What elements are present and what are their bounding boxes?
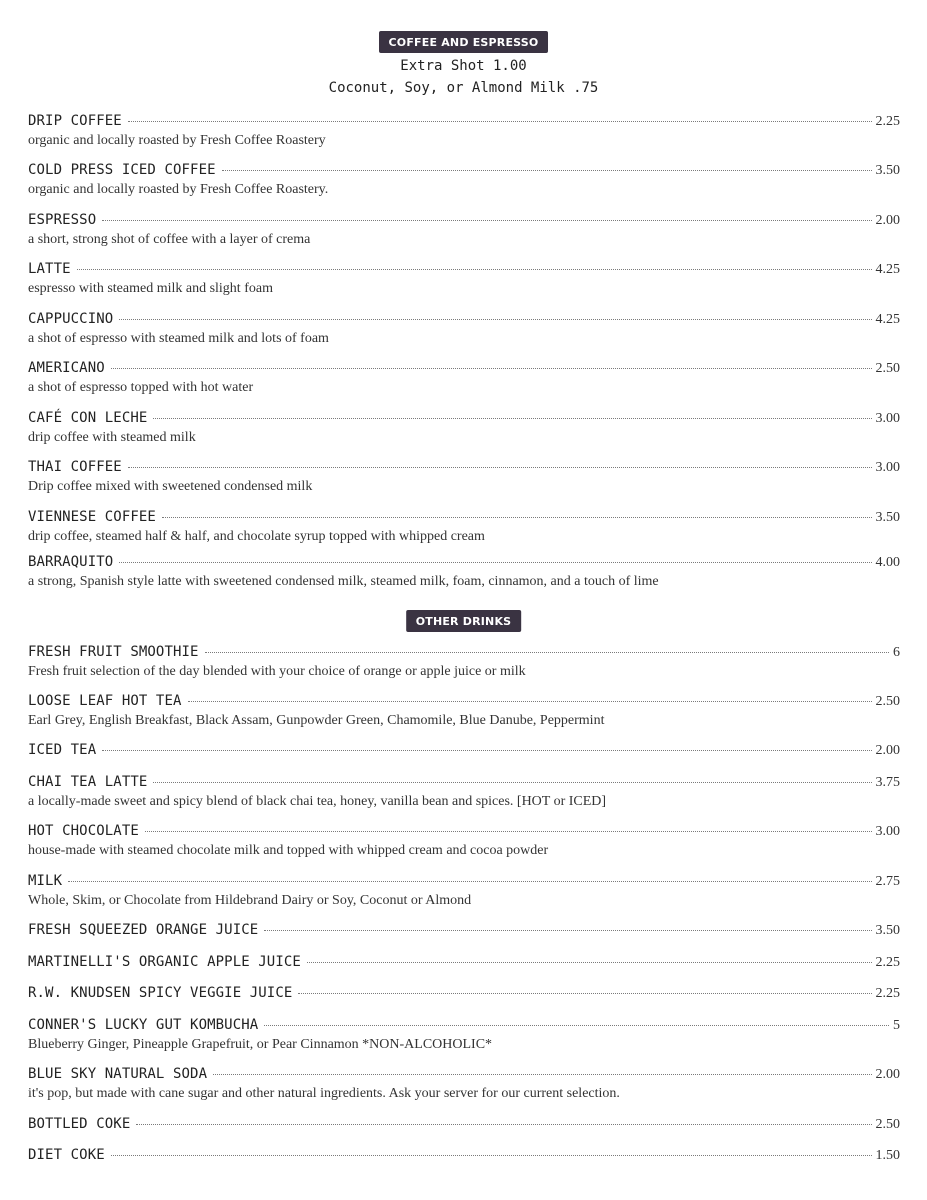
- item-name: BARRAQUITO: [28, 554, 114, 570]
- addon-extra-shot: Extra Shot 1.00: [400, 58, 527, 74]
- menu-item-conners-lucky-gut-kombucha: [28, 1017, 900, 1053]
- item-name: HOT CHOCOLATE: [28, 823, 139, 839]
- item-price: 5: [893, 1018, 900, 1033]
- item-description: Drip coffee mixed with sweetened condensed milk: [28, 479, 313, 494]
- item-name: MILK: [28, 873, 63, 889]
- item-name: LATTE: [28, 261, 71, 277]
- dot-leader: [145, 831, 872, 832]
- item-name: FRESH SQUEEZED ORANGE JUICE: [28, 922, 259, 938]
- dot-leader: [77, 269, 872, 270]
- item-name: R.W. KNUDSEN SPICY VEGGIE JUICE: [28, 985, 293, 1001]
- item-price: 3.50: [875, 163, 900, 178]
- item-description: Fresh fruit selection of the day blended with your choice of orange or apple juice or milk: [28, 664, 526, 679]
- dot-leader: [119, 319, 871, 320]
- menu-item-fresh-fruit-smoothie: [28, 644, 900, 680]
- item-price: 6: [893, 645, 900, 660]
- item-description: a locally-made sweet and spicy blend of black chai tea, honey, vanilla bean and spices. [HOT or ICED]: [28, 794, 607, 809]
- item-name: BLUE SKY NATURAL SODA: [28, 1066, 208, 1082]
- menu-item-americano: [28, 360, 900, 396]
- item-price: 3.00: [875, 411, 900, 426]
- item-description: a short, strong shot of coffee with a layer of crema: [28, 232, 311, 247]
- item-price: 2.00: [875, 1067, 900, 1082]
- item-price: 2.25: [875, 955, 900, 970]
- item-description: a strong, Spanish style latte with sweetened condensed milk, steamed milk, foam, cinnamon, and a touch of lime: [28, 574, 659, 589]
- item-price: 2.00: [875, 213, 900, 228]
- item-price: 2.50: [875, 361, 900, 376]
- menu-item-bottled-coke: [28, 1116, 900, 1135]
- item-description: espresso with steamed milk and slight foam: [28, 281, 273, 296]
- menu-item-chai-tea-latte: [28, 774, 900, 810]
- dot-leader: [102, 750, 871, 751]
- item-description: drip coffee, steamed half & half, and chocolate syrup topped with whipped cream: [28, 529, 485, 544]
- item-name: DIET COKE: [28, 1147, 105, 1163]
- menu-item-blue-sky-natural-soda: [28, 1066, 900, 1102]
- item-price: 3.50: [875, 923, 900, 938]
- item-name: CONNER'S LUCKY GUT KOMBUCHA: [28, 1017, 259, 1033]
- menu-item-milk: [28, 873, 900, 909]
- dot-leader: [264, 1025, 889, 1026]
- item-description: drip coffee with steamed milk: [28, 430, 196, 445]
- item-price: 2.00: [875, 743, 900, 758]
- item-price: 3.00: [875, 824, 900, 839]
- item-price: 3.75: [875, 775, 900, 790]
- item-name: THAI COFFEE: [28, 459, 122, 475]
- dot-leader: [153, 418, 871, 419]
- item-name: DRIP COFFEE: [28, 113, 122, 129]
- menu-item-espresso: [28, 212, 900, 248]
- menu-item-cafe-con-leche: [28, 410, 900, 446]
- item-name: MARTINELLI'S ORGANIC APPLE JUICE: [28, 954, 301, 970]
- dot-leader: [205, 652, 889, 653]
- item-price: 4.00: [875, 555, 900, 570]
- item-price: 1.50: [875, 1148, 900, 1163]
- item-name: BOTTLED COKE: [28, 1116, 131, 1132]
- menu-item-thai-coffee: [28, 459, 900, 495]
- dot-leader: [153, 782, 871, 783]
- item-description: Whole, Skim, or Chocolate from Hildebrand Dairy or Soy, Coconut or Almond: [28, 893, 472, 908]
- item-price: 2.25: [875, 986, 900, 1001]
- addon-alt-milk: Coconut, Soy, or Almond Milk .75: [328, 80, 599, 96]
- menu-item-hot-chocolate: [28, 823, 900, 859]
- dot-leader: [128, 121, 872, 122]
- item-description: organic and locally roasted by Fresh Coffee Roastery: [28, 133, 326, 148]
- dot-leader: [111, 368, 872, 369]
- item-description: it's pop, but made with cane sugar and other natural ingredients. Ask your server for our current selection.: [28, 1086, 620, 1101]
- item-price: 2.50: [875, 694, 900, 709]
- item-description: organic and locally roasted by Fresh Coffee Roastery.: [28, 182, 329, 197]
- item-price: 3.50: [875, 510, 900, 525]
- item-price: 3.00: [875, 460, 900, 475]
- dot-leader: [136, 1124, 871, 1125]
- dot-leader: [307, 962, 872, 963]
- menu-item-latte: [28, 261, 900, 297]
- menu-item-fresh-squeezed-orange-juice: [28, 922, 900, 941]
- item-price: 4.25: [875, 312, 900, 327]
- dot-leader: [298, 993, 871, 994]
- item-name: COLD PRESS ICED COFFEE: [28, 162, 216, 178]
- item-name: LOOSE LEAF HOT TEA: [28, 693, 182, 709]
- menu-item-cold-press-iced-coffee: [28, 162, 900, 198]
- menu-item-viennese-coffee: [28, 509, 900, 545]
- item-description: Blueberry Ginger, Pineapple Grapefruit, or Pear Cinnamon *NON-ALCOHOLIC*: [28, 1037, 493, 1052]
- item-price: 4.25: [875, 262, 900, 277]
- dot-leader: [128, 467, 872, 468]
- menu-item-barraquito: [28, 554, 900, 590]
- item-price: 2.25: [875, 114, 900, 129]
- section-title-coffee-and-espresso: COFFEE AND ESPRESSO: [379, 31, 549, 53]
- item-name: CAPPUCCINO: [28, 311, 114, 327]
- menu-item-cappuccino: [28, 311, 900, 347]
- item-description: a shot of espresso topped with hot water: [28, 380, 254, 395]
- menu-item-martinellis-organic-apple-juice: [28, 954, 900, 973]
- dot-leader: [111, 1155, 872, 1156]
- dot-leader: [188, 701, 872, 702]
- dot-leader: [102, 220, 871, 221]
- dot-leader: [213, 1074, 871, 1075]
- menu-item-loose-leaf-hot-tea: [28, 693, 900, 729]
- menu-item-drip-coffee: [28, 113, 900, 149]
- item-price: 2.75: [875, 874, 900, 889]
- item-name: CHAI TEA LATTE: [28, 774, 148, 790]
- item-description: a shot of espresso with steamed milk and lots of foam: [28, 331, 329, 346]
- dot-leader: [119, 562, 871, 563]
- item-price: 2.50: [875, 1117, 900, 1132]
- dot-leader: [264, 930, 871, 931]
- item-name: FRESH FRUIT SMOOTHIE: [28, 644, 199, 660]
- item-description: house-made with steamed chocolate milk and topped with whipped cream and cocoa powder: [28, 843, 549, 858]
- menu-item-diet-coke: [28, 1147, 900, 1166]
- item-name: VIENNESE COFFEE: [28, 509, 156, 525]
- dot-leader: [68, 881, 871, 882]
- dot-leader: [162, 517, 872, 518]
- item-name: AMERICANO: [28, 360, 105, 376]
- dot-leader: [222, 170, 872, 171]
- item-name: ICED TEA: [28, 742, 97, 758]
- item-name: CAFÉ CON LECHE: [28, 410, 148, 426]
- menu-item-iced-tea: [28, 742, 900, 761]
- item-description: Earl Grey, English Breakfast, Black Assam, Gunpowder Green, Chamomile, Blue Danube, Peppermint: [28, 713, 605, 728]
- menu-item-rw-knudsen-spicy-veggie-juice: [28, 985, 900, 1004]
- item-name: ESPRESSO: [28, 212, 97, 228]
- section-title-other-drinks: OTHER DRINKS: [406, 610, 522, 632]
